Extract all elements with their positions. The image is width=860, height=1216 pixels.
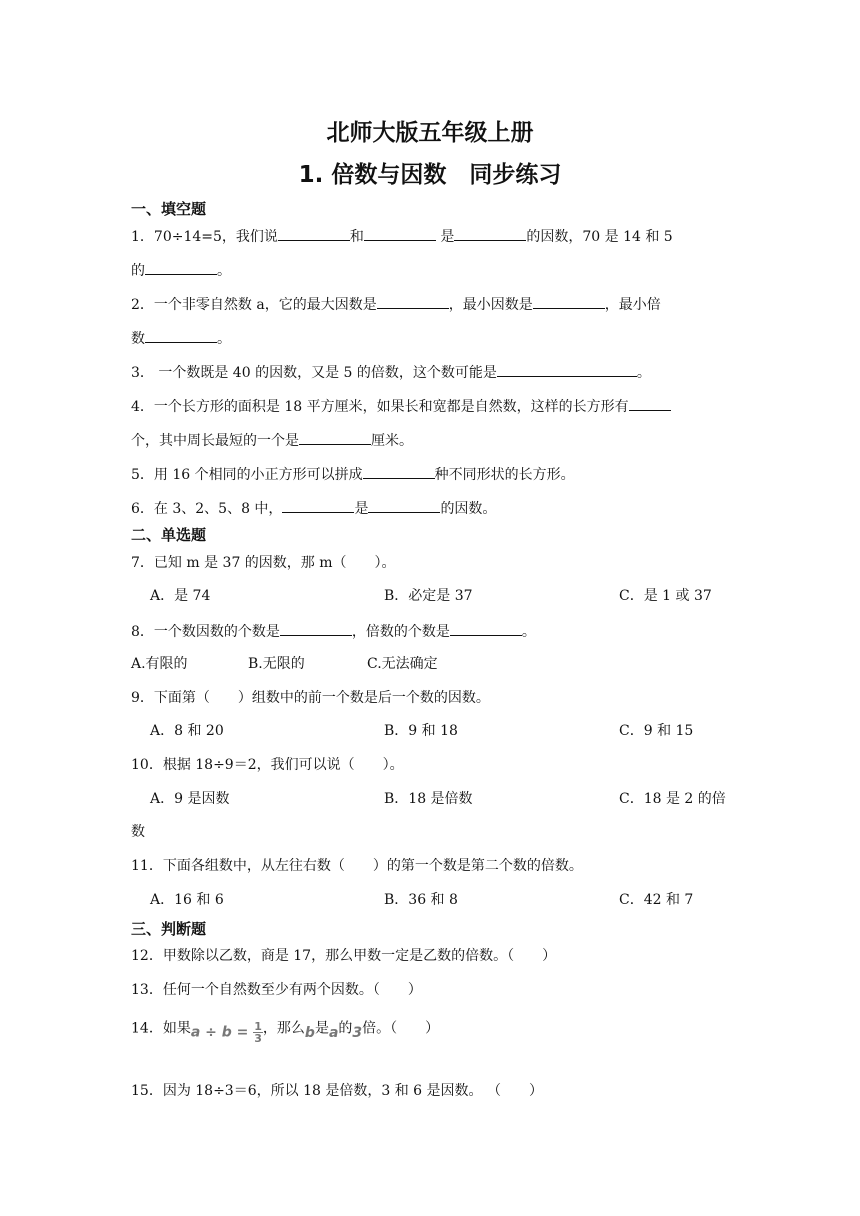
fraction-numerator: 1 [254,1020,262,1033]
answer-blank[interactable] [278,226,350,241]
question-7: 7．已知 m 是 37 的因数，那 m（ ）。 [131,555,396,571]
q9-option-a[interactable]: A．8 和 20 [150,723,224,739]
question-4-line-2 [131,430,413,450]
page-subtitle: 1. 倍数与因数 同步练习 [298,162,562,188]
q4-text-c: 厘米。 [371,433,413,449]
question-13: 13．任何一个自然数至少有两个因数。（ ） [131,982,422,998]
q9-option-b[interactable]: B．9 和 18 [384,723,458,739]
question-11: 11．下面各组数中，从左往右数（ ）的第一个数是第二个数的倍数。 [131,858,583,874]
question-2-line-1 [131,294,661,314]
section-fill-heading: 一、填空题 [131,200,207,218]
answer-blank[interactable] [533,294,605,309]
answer-blank[interactable] [364,226,436,241]
q8-text-b: ，倍数的个数是 [351,624,450,640]
q5-text-b: 种不同形状的长方形。 [434,467,575,483]
q2-text-b: ，最小因数是 [448,297,533,313]
answer-blank[interactable] [497,362,637,377]
question-4-line-1 [131,396,671,416]
q1-text-f: 。 [217,263,231,279]
question-15: 15．因为 18÷3＝6，所以 18 是倍数，3 和 6 是因数。 （ ） [131,1083,543,1099]
q6-text-c: 的因数。 [440,501,497,517]
q2-text-d: 数 [131,331,145,347]
q4-text-b: 个，其中周长最短的一个是 [131,433,299,449]
q1-text-e: 的 [131,263,145,279]
page-title: 北师大版五年级上册 [326,120,534,146]
q1-text-c: 是 [435,229,455,245]
q14-text-b: ，那么 [262,1020,305,1037]
q8-text-c: 。 [521,624,536,640]
number-3: 3 [352,1024,363,1041]
fraction [253,1021,263,1044]
answer-blank[interactable] [368,498,440,513]
q7-option-b[interactable]: B．必定是 37 [384,588,473,604]
q1-text-b: 和 [349,229,364,245]
q11-option-b[interactable]: B．36 和 8 [384,892,458,908]
q14-text-c: 是 [314,1020,329,1037]
question-12: 12．甲数除以乙数，商是 17，那么甲数一定是乙数的倍数。（ ） [131,948,557,964]
question-9: 9．下面第（ ）组数中的前一个数是后一个数的因数。 [131,690,490,706]
q5-text-a: 5．用 16 个相同的小正方形可以拼成 [131,467,363,483]
fraction-denominator: 3 [254,1032,262,1045]
q1-text-a: 1．70÷14=5，我们说 [131,229,278,245]
section-choice-heading: 二、单选题 [131,526,207,544]
q3-text-a: 3． 一个数既是 40 的因数，又是 5 的倍数，这个数可能是 [131,365,497,381]
q8-option-b[interactable]: B.无限的 [248,656,305,672]
question-1-line-1 [131,226,673,246]
q3-text-b: 。 [636,365,651,381]
question-8 [131,621,536,641]
q2-text-c: ，最小倍 [604,297,661,313]
answer-blank[interactable] [282,498,354,513]
q8-option-a[interactable]: A.有限的 [131,656,188,672]
q14-text-e: 倍。（ ） [362,1020,440,1037]
q6-text-b: 是 [354,501,369,517]
variable-a: a [328,1024,339,1041]
q10-option-a[interactable]: A．9 是因数 [150,791,230,807]
q11-option-a[interactable]: A．16 和 6 [150,892,224,908]
question-1-line-2 [131,260,231,280]
q4-text-a: 4．一个长方形的面积是 18 平方厘米，如果长和宽都是自然数，这样的长方形有 [131,399,629,415]
q11-option-c[interactable]: C．42 和 7 [619,892,694,908]
q6-text-a: 6．在 3、2、5、8 中， [131,501,283,517]
q8-text-a: 8．一个数因数的个数是 [131,624,280,640]
q2-text-a: 2．一个非零自然数 a，它的最大因数是 [131,297,377,313]
q8-option-c[interactable]: C.无法确定 [367,656,438,672]
q14-text-d: 的 [338,1020,353,1037]
answer-blank[interactable] [450,621,522,636]
answer-blank[interactable] [454,226,526,241]
question-2-line-2 [131,328,231,348]
section-judge-heading: 三、判断题 [131,920,207,938]
answer-blank[interactable] [363,464,435,479]
q10-option-c[interactable]: C．18 是 2 的倍 [619,791,726,807]
answer-blank[interactable] [145,328,217,343]
answer-blank[interactable] [145,260,217,275]
answer-blank[interactable] [377,294,449,309]
variable-b: b [304,1024,315,1041]
question-6 [131,498,496,518]
q7-option-c[interactable]: C．是 1 或 37 [619,588,712,604]
answer-blank[interactable] [299,430,371,445]
q7-option-a[interactable]: A．是 74 [150,588,211,604]
question-10: 10．根据 18÷9＝2，我们可以说（ ）。 [131,757,404,773]
q10-option-b[interactable]: B．18 是倍数 [384,791,473,807]
q2-text-e: 。 [217,331,231,347]
q10-option-c-wrap: 数 [131,824,145,840]
q14-text-a: 14．如果 [131,1020,191,1037]
question-14 [131,1017,440,1045]
q1-text-d: 的因数，70 是 14 和 5 [526,229,673,245]
q9-option-c[interactable]: C．9 和 15 [619,723,694,739]
question-3 [131,362,651,382]
formula-expression: a ÷ b = [190,1024,249,1041]
formula-a-div-b [191,1021,263,1044]
answer-blank[interactable] [629,396,671,411]
answer-blank[interactable] [280,621,352,636]
question-5 [131,464,575,484]
